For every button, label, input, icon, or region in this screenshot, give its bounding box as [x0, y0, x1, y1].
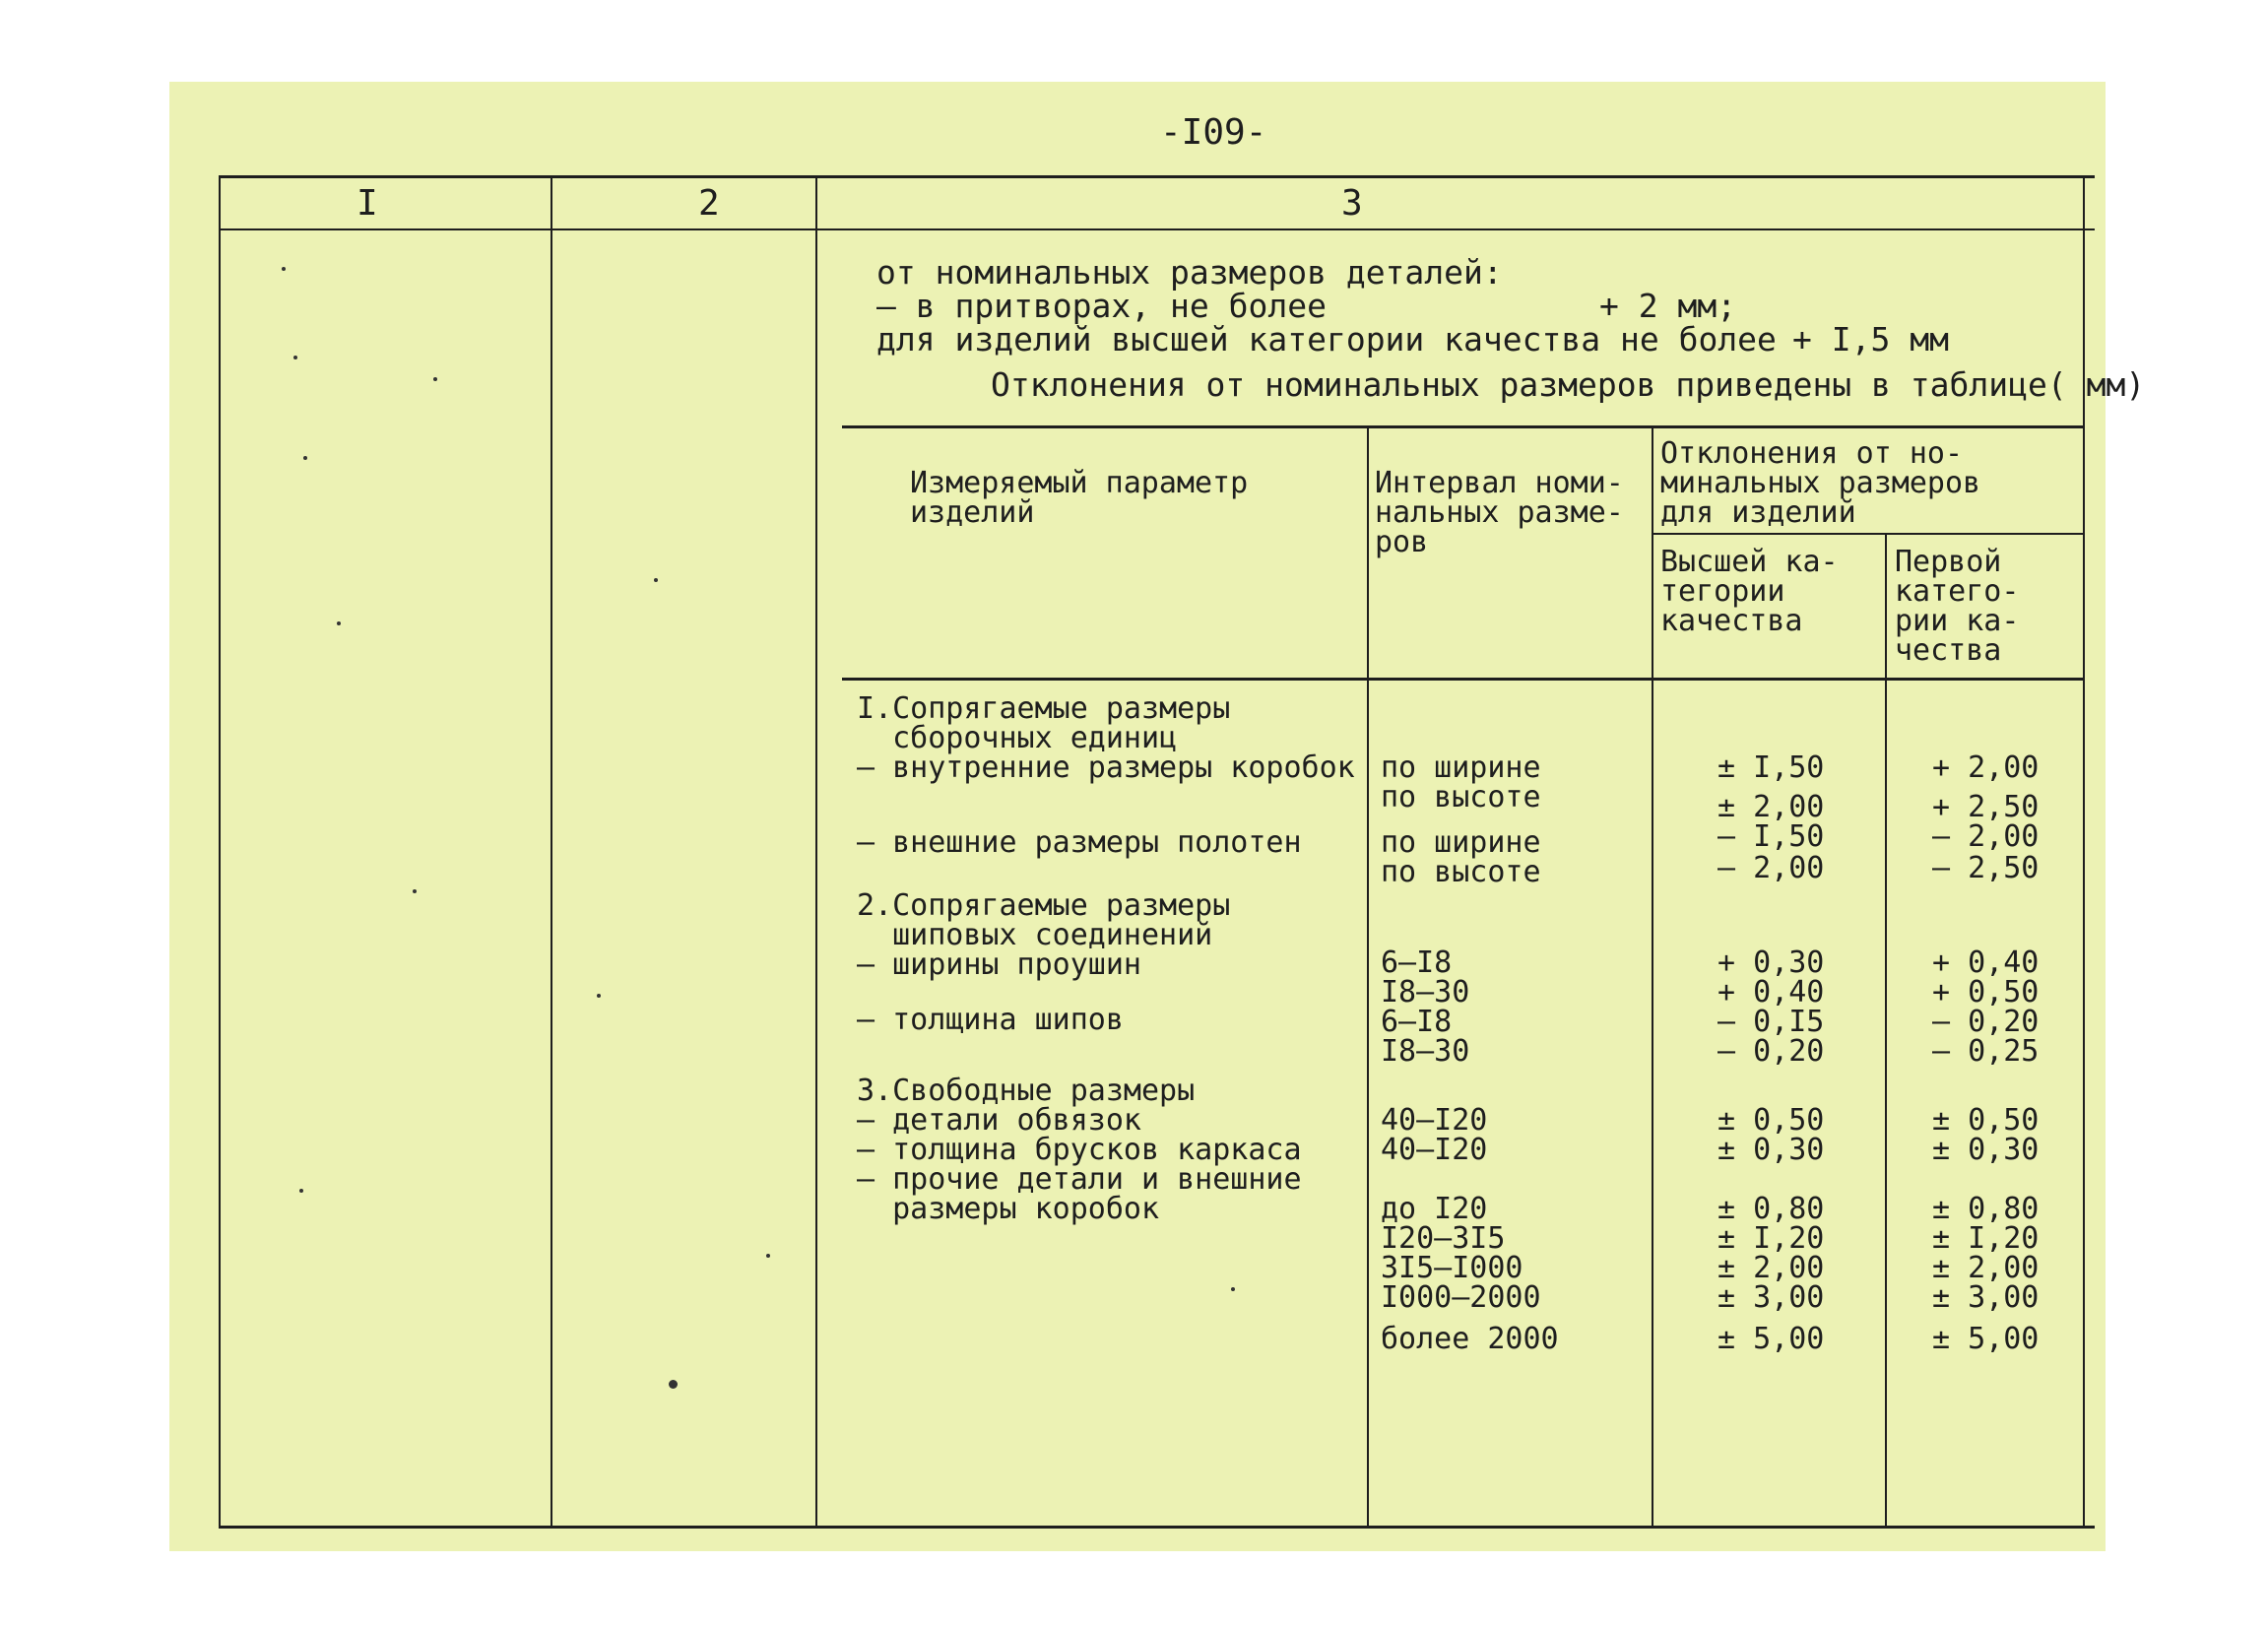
- row-interval: I8–30: [1381, 975, 1470, 1010]
- scan-speck: [282, 267, 286, 271]
- row-param: размеры коробок: [857, 1192, 1160, 1226]
- row-first: + 0,50: [1932, 975, 2040, 1010]
- row-interval: более 2000: [1381, 1322, 1559, 1356]
- header-deviation-1: Отклонения от но-: [1660, 436, 1964, 471]
- outer-top-border: [219, 175, 2095, 178]
- row-interval: до I20: [1381, 1192, 1488, 1226]
- intro-line-3-value: + I,5 мм: [1792, 320, 1949, 358]
- scan-speck: [413, 889, 417, 893]
- row-first: ± 3,00: [1932, 1280, 2040, 1315]
- inner-top-border: [842, 425, 2083, 428]
- row-first: – 2,00: [1932, 819, 2040, 854]
- row-first: ± 0,50: [1932, 1103, 2040, 1138]
- outer-left-border: [219, 175, 221, 1528]
- scan-speck: [299, 1189, 303, 1193]
- scan-speck: [1231, 1287, 1235, 1291]
- row-interval: I8–30: [1381, 1034, 1470, 1069]
- row-highest: ± 0,50: [1717, 1103, 1825, 1138]
- header-interval-1: Интервал номи-: [1375, 466, 1624, 500]
- row-highest: ± 0,80: [1717, 1192, 1825, 1226]
- outer-col-divider-2: [815, 175, 817, 1528]
- row-interval: по ширине: [1381, 750, 1541, 785]
- row-param: шиповых соединений: [857, 918, 1213, 952]
- row-first: + 2,00: [1932, 750, 2040, 785]
- intro-line-4: Отклонения от номинальных размеров приведены в таблице( мм): [991, 365, 2146, 404]
- row-first: ± 0,30: [1932, 1133, 2040, 1167]
- header-interval-3: ров: [1375, 525, 1429, 559]
- row-param: – толщина шипов: [857, 1003, 1124, 1037]
- row-param: – толщина брусков каркаса: [857, 1133, 1302, 1167]
- row-param: – внутренние размеры коробок: [857, 750, 1355, 785]
- outer-col-divider-1: [551, 175, 552, 1528]
- header-param-1: Измеряемый параметр: [910, 466, 1249, 500]
- header-highest-2: тегории: [1660, 574, 1785, 609]
- inner-col-divider-3: [1885, 533, 1887, 1526]
- header-highest-3: качества: [1660, 604, 1803, 638]
- row-param: – прочие детали и внешние: [857, 1162, 1302, 1197]
- row-interval: 6–I8: [1381, 945, 1453, 980]
- header-first-2: катего-: [1895, 574, 2020, 609]
- row-param: – ширины проушин: [857, 947, 1141, 982]
- row-highest: – 2,00: [1717, 851, 1825, 885]
- header-highest-1: Высшей ка-: [1660, 545, 1839, 579]
- row-interval: 40–I20: [1381, 1103, 1488, 1138]
- row-param: – внешние размеры полотен: [857, 825, 1302, 860]
- row-param: 3.Свободные размеры: [857, 1074, 1196, 1108]
- col-header-2: 2: [698, 183, 720, 224]
- inner-header-bottom: [842, 678, 2083, 681]
- col-header-1: I: [356, 183, 378, 224]
- row-highest: – 0,20: [1717, 1034, 1825, 1069]
- scan-speck: [766, 1254, 770, 1258]
- row-highest: ± I,50: [1717, 750, 1825, 785]
- header-first-3: рии ка-: [1895, 604, 2020, 638]
- row-param: 2.Сопрягаемые размеры: [857, 888, 1231, 923]
- header-first-4: чества: [1895, 633, 2002, 668]
- row-interval: по высоте: [1381, 855, 1541, 889]
- header-param-2: изделий: [910, 495, 1035, 530]
- inner-subheader-line: [1652, 533, 2083, 535]
- row-first: – 2,50: [1932, 851, 2040, 885]
- row-interval: 40–I20: [1381, 1133, 1488, 1167]
- row-interval: по высоте: [1381, 780, 1541, 814]
- row-interval: 6–I8: [1381, 1005, 1453, 1039]
- row-highest: ± 2,00: [1717, 790, 1825, 824]
- scan-speck: [433, 377, 437, 381]
- row-interval: I20–3I5: [1381, 1221, 1506, 1256]
- row-param: I.Сопрягаемые размеры: [857, 691, 1231, 726]
- scan-speck: [337, 621, 341, 625]
- row-first: – 0,25: [1932, 1034, 2040, 1069]
- row-highest: ± 0,30: [1717, 1133, 1825, 1167]
- intro-line-2-text: – в притворах, не более: [876, 287, 1327, 325]
- row-highest: ± 5,00: [1717, 1322, 1825, 1356]
- row-highest: ± I,20: [1717, 1221, 1825, 1256]
- row-interval: I000–2000: [1381, 1280, 1541, 1315]
- page-number: -I09-: [1160, 112, 1267, 153]
- row-interval: по ширине: [1381, 825, 1541, 860]
- intro-line-3-text: для изделий высшей категории качества не более: [876, 320, 1777, 358]
- row-highest: – I,50: [1717, 819, 1825, 854]
- row-first: + 0,40: [1932, 945, 2040, 980]
- intro-line-2-value: + 2 мм;: [1599, 287, 1737, 325]
- row-highest: + 0,40: [1717, 975, 1825, 1010]
- row-first: – 0,20: [1932, 1005, 2040, 1039]
- scan-speck: [654, 578, 658, 582]
- inner-col-divider-2: [1652, 425, 1653, 1526]
- intro-line-1: от номинальных размеров деталей:: [876, 253, 1503, 292]
- row-highest: + 0,30: [1717, 945, 1825, 980]
- row-interval: 3I5–I000: [1381, 1251, 1523, 1285]
- scanned-page: [169, 82, 2146, 1551]
- outer-header-divider: [219, 228, 2095, 230]
- header-deviation-3: для изделий: [1660, 495, 1856, 530]
- row-first: ± 5,00: [1932, 1322, 2040, 1356]
- scan-speck: [293, 356, 297, 359]
- inner-col-divider-1: [1367, 425, 1369, 1526]
- row-first: ± I,20: [1932, 1221, 2040, 1256]
- row-highest: ± 2,00: [1717, 1251, 1825, 1285]
- header-first-1: Первой: [1895, 545, 2002, 579]
- row-highest: – 0,I5: [1717, 1005, 1825, 1039]
- row-param: – детали обвязок: [857, 1103, 1141, 1138]
- row-first: ± 2,00: [1932, 1251, 2040, 1285]
- row-param: сборочных единиц: [857, 721, 1178, 755]
- scan-speck: [597, 994, 601, 998]
- row-first: ± 0,80: [1932, 1192, 2040, 1226]
- row-first: + 2,50: [1932, 790, 2040, 824]
- row-highest: ± 3,00: [1717, 1280, 1825, 1315]
- scan-speck: [303, 456, 307, 460]
- scan-speck: [669, 1380, 678, 1389]
- col-header-3: 3: [1341, 183, 1363, 224]
- header-deviation-2: минальных размеров: [1660, 466, 1981, 500]
- header-interval-2: нальных разме-: [1375, 495, 1624, 530]
- outer-bottom-border: [219, 1526, 2095, 1529]
